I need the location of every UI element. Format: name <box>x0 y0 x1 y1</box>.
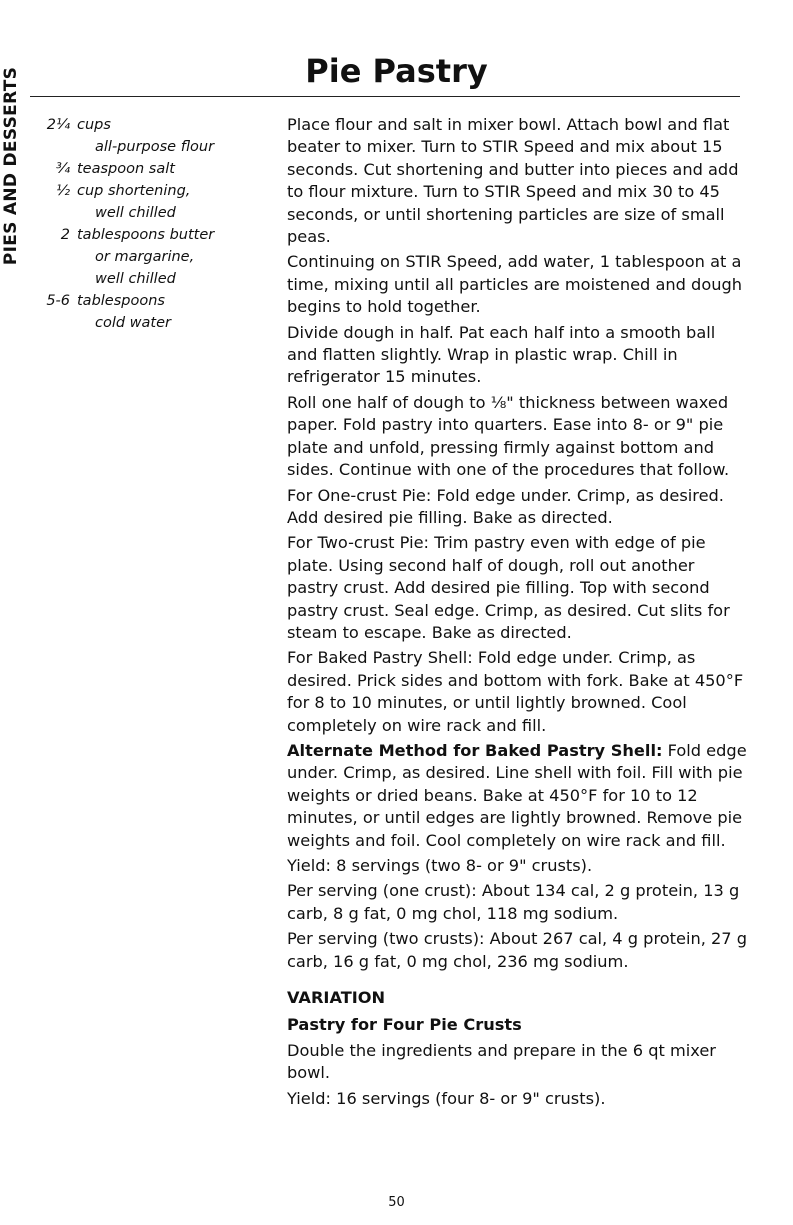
ingredient-list <box>28 114 283 334</box>
variation-paragraphs <box>287 1040 747 1110</box>
ingredient-quantity <box>28 136 77 158</box>
variation-subheading: Pastry for Four Pie Crusts <box>287 1015 522 1035</box>
ingredient-quantity <box>28 202 77 224</box>
section-tab-label: PIES AND DESSERTS <box>1 66 21 266</box>
page-number: 50 <box>388 1195 405 1210</box>
ingredient-line <box>28 290 283 312</box>
ingredient-quantity <box>28 246 77 268</box>
ingredient-quantity: 2 <box>60 227 70 243</box>
title-divider <box>30 96 740 97</box>
ingredient-text: teaspoon salt <box>77 161 175 177</box>
ingredient-text: or margarine, <box>95 249 195 265</box>
ingredient-text: cold water <box>95 315 171 331</box>
ingredient-quantity: 5-6 <box>46 293 70 309</box>
ingredient-quantity <box>28 312 77 334</box>
ingredient-line <box>28 114 283 136</box>
ingredient-line <box>28 202 283 224</box>
method-paragraph: Alternate Method for Baked Pastry Shell: Fold edge under. Crimp, as desired. Line shell with foil. Fill with pie weights or dried beans. Bake at 450°F for 10 to 12 minutes, or until edges are lightly browned. Remove pie weights and foil. Cool completely on wire rack and fill. <box>287 740 747 850</box>
ingredient-line <box>28 136 283 158</box>
variation-paragraph: Double the ingredients and prepare in the 6 qt mixer bowl. <box>287 1040 716 1083</box>
ingredient-text: tablespoons butter <box>77 227 215 243</box>
variation-heading: VARIATION <box>287 988 386 1008</box>
method-column <box>287 114 747 1113</box>
method-paragraph: For Two-crust Pie: Trim pastry even with edge of pie plate. Using second half of dough, roll out another pastry crust. Add desired pie filling. Top with second pastry crust. Seal edge. Crimp, as desired. Cut slits for steam to escape. Bake as directed. <box>287 533 730 642</box>
ingredient-line <box>28 224 283 246</box>
ingredient-quantity: ½ <box>55 183 70 199</box>
method-paragraph: Divide dough in half. Pat each half into a smooth ball and flatten slightly. Wrap in plastic wrap. Chill in refrigerator 15 minutes. <box>287 322 716 387</box>
ingredient-text: well chilled <box>95 205 176 221</box>
method-paragraph: Roll one half of dough to ⅛" thickness between waxed paper. Fold pastry into quarters. Ease into 8- or 9" pie plate and unfold, pressing firmly against bottom and sides. Continue with one of the procedures that follow. <box>287 392 730 480</box>
method-paragraph-lead: Alternate Method for Baked Pastry Shell: <box>287 740 663 760</box>
method-paragraph: Yield: 8 servings (two 8- or 9" crusts). <box>287 856 593 875</box>
ingredient-text: well chilled <box>95 271 176 287</box>
method-paragraph: Place flour and salt in mixer bowl. Attach bowl and flat beater to mixer. Turn to STIR Speed and mix about 15 seconds. Cut shortening and butter into pieces and add to flour mixture. Turn to STIR Speed and mix 30 to 45 seconds, or until shortening particles are size of small peas. <box>287 115 739 247</box>
ingredient-text: tablespoons <box>77 293 165 309</box>
variation-paragraph: Yield: 16 servings (four 8- or 9" crusts). <box>287 1088 606 1108</box>
ingredient-line <box>28 312 283 334</box>
method-paragraph: For Baked Pastry Shell: Fold edge under. Crimp, as desired. Prick sides and bottom with fork. Bake at 450°F for 8 to 10 minutes, or until lightly browned. Cool completely on wire rack and fill. <box>287 648 744 735</box>
ingredient-text: all-purpose flour <box>95 139 215 155</box>
ingredient-text: cup shortening, <box>77 183 191 199</box>
ingredient-line <box>28 180 283 202</box>
method-steps <box>287 114 747 973</box>
method-paragraph: Per serving (two crusts): About 267 cal, 4 g protein, 27 g carb, 16 g fat, 0 mg chol, 236 mg sodium. <box>287 929 748 971</box>
method-paragraph: For One-crust Pie: Fold edge under. Crimp, as desired. Add desired pie filling. Bake as directed. <box>287 485 724 527</box>
ingredient-line <box>28 246 283 268</box>
ingredient-quantity: ¾ <box>55 161 70 177</box>
method-paragraph: Per serving (one crust): About 134 cal, 2 g protein, 13 g carb, 8 g fat, 0 mg chol, 118 mg sodium. <box>287 881 740 923</box>
ingredient-line <box>28 158 283 180</box>
method-paragraph: Continuing on STIR Speed, add water, 1 tablespoon at a time, mixing until all particles are moistened and dough begins to hold together. <box>287 252 743 317</box>
ingredient-text: cups <box>77 117 111 133</box>
ingredient-line <box>28 268 283 290</box>
page-title: Pie Pastry <box>305 52 488 90</box>
ingredient-quantity <box>28 268 77 290</box>
ingredient-quantity: 2¼ <box>46 117 70 133</box>
